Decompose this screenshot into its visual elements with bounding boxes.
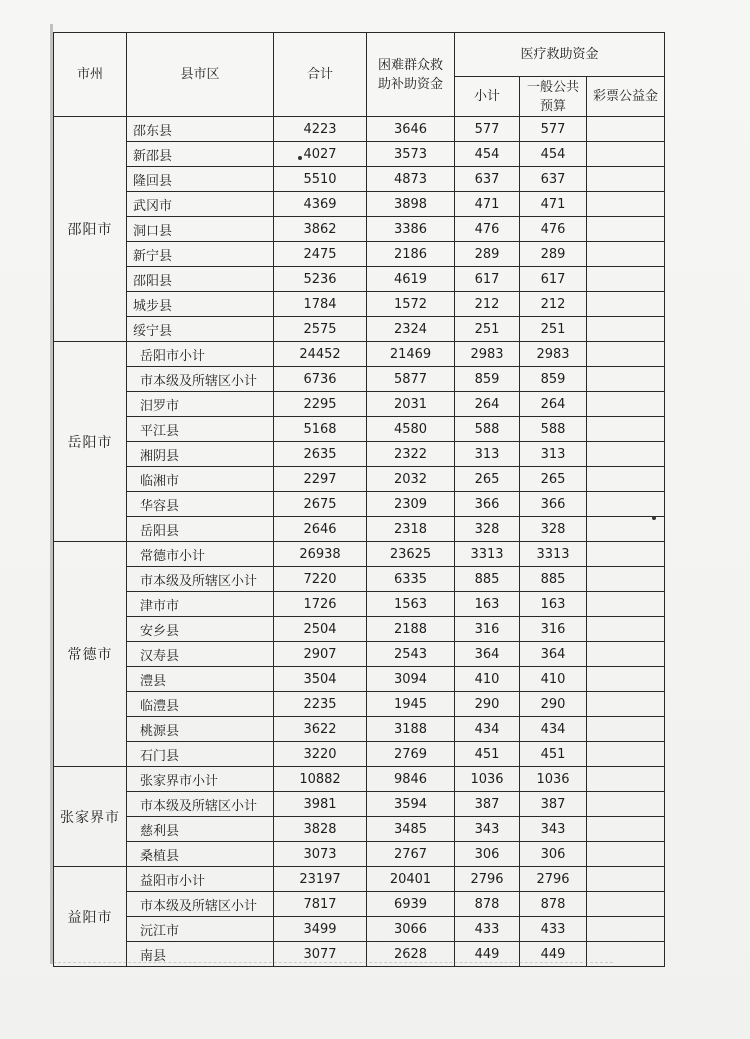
lottery-cell (587, 792, 665, 817)
general-budget-cell: 878 (520, 892, 587, 917)
table-row (54, 192, 665, 217)
total-cell: 23197 (274, 867, 367, 892)
hardship-cell: 2032 (367, 467, 455, 492)
county-cell: 邵阳县 (127, 267, 274, 292)
total-cell: 5236 (274, 267, 367, 292)
lottery-cell (587, 917, 665, 942)
total-cell: 3504 (274, 667, 367, 692)
header-total: 合计 (274, 33, 367, 117)
lottery-cell (587, 267, 665, 292)
county-cell: 石门县 (127, 742, 274, 767)
general-budget-cell: 577 (520, 117, 587, 142)
medical-subtotal-cell: 451 (455, 742, 520, 767)
medical-subtotal-cell: 387 (455, 792, 520, 817)
county-cell: 桑植县 (127, 842, 274, 867)
general-budget-cell: 859 (520, 367, 587, 392)
lottery-cell (587, 142, 665, 167)
hardship-cell: 2186 (367, 242, 455, 267)
lottery-cell (587, 842, 665, 867)
table-row (54, 292, 665, 317)
lottery-cell (587, 442, 665, 467)
general-budget-cell: 387 (520, 792, 587, 817)
table-row (54, 392, 665, 417)
general-budget-cell: 364 (520, 642, 587, 667)
general-budget-cell: 433 (520, 917, 587, 942)
table-row (54, 767, 665, 792)
table-row (54, 267, 665, 292)
medical-subtotal-cell: 366 (455, 492, 520, 517)
county-cell: 张家界市小计 (127, 767, 274, 792)
county-cell: 桃源县 (127, 717, 274, 742)
general-budget-cell: 476 (520, 217, 587, 242)
lottery-cell (587, 867, 665, 892)
medical-subtotal-cell: 313 (455, 442, 520, 467)
hardship-cell: 4873 (367, 167, 455, 192)
table-row (54, 667, 665, 692)
header-county: 县市区 (127, 33, 274, 117)
medical-subtotal-cell: 212 (455, 292, 520, 317)
lottery-cell (587, 417, 665, 442)
general-budget-cell: 454 (520, 142, 587, 167)
total-cell: 5510 (274, 167, 367, 192)
hardship-cell: 2188 (367, 617, 455, 642)
city-cell: 邵阳市 (54, 117, 127, 342)
county-cell: 市本级及所辖区小计 (127, 792, 274, 817)
header-city: 市州 (54, 33, 127, 117)
hardship-cell: 2318 (367, 517, 455, 542)
city-cell: 益阳市 (54, 867, 127, 967)
hardship-cell: 6335 (367, 567, 455, 592)
county-cell: 平江县 (127, 417, 274, 442)
scan-speck (298, 156, 302, 160)
header-hardship-line2: 助补助资金 (377, 76, 443, 92)
header-general-line2: 预算 (539, 98, 566, 114)
lottery-cell (587, 667, 665, 692)
county-cell: 隆回县 (127, 167, 274, 192)
lottery-cell (587, 692, 665, 717)
lottery-cell (587, 717, 665, 742)
total-cell: 24452 (274, 342, 367, 367)
general-budget-cell: 366 (520, 492, 587, 517)
medical-subtotal-cell: 433 (455, 917, 520, 942)
table-row (54, 442, 665, 467)
hardship-cell: 3094 (367, 667, 455, 692)
header-lottery: 彩票公益金 (587, 77, 665, 117)
medical-subtotal-cell: 328 (455, 517, 520, 542)
header-general-line1: 一般公共 (526, 79, 579, 95)
total-cell: 7220 (274, 567, 367, 592)
lottery-cell (587, 117, 665, 142)
lottery-cell (587, 617, 665, 642)
medical-subtotal-cell: 343 (455, 817, 520, 842)
medical-subtotal-cell: 306 (455, 842, 520, 867)
total-cell: 2295 (274, 392, 367, 417)
scan-speck (652, 516, 656, 520)
hardship-cell: 1563 (367, 592, 455, 617)
county-cell: 岳阳县 (127, 517, 274, 542)
allocation-table (53, 32, 665, 967)
medical-subtotal-cell: 588 (455, 417, 520, 442)
hardship-cell: 23625 (367, 542, 455, 567)
table-row (54, 342, 665, 367)
medical-subtotal-cell: 476 (455, 217, 520, 242)
general-budget-cell: 264 (520, 392, 587, 417)
hardship-cell: 3386 (367, 217, 455, 242)
total-cell: 2675 (274, 492, 367, 517)
general-budget-cell: 343 (520, 817, 587, 842)
county-cell: 武冈市 (127, 192, 274, 217)
hardship-cell: 2309 (367, 492, 455, 517)
table-row (54, 317, 665, 342)
city-cell: 常德市 (54, 542, 127, 767)
general-budget-cell: 410 (520, 667, 587, 692)
hardship-cell: 2767 (367, 842, 455, 867)
total-cell: 2297 (274, 467, 367, 492)
lottery-cell (587, 567, 665, 592)
hardship-cell: 2543 (367, 642, 455, 667)
general-budget-cell: 2796 (520, 867, 587, 892)
table-row (54, 867, 665, 892)
header-general (520, 77, 587, 117)
table-row (54, 567, 665, 592)
general-budget-cell: 313 (520, 442, 587, 467)
county-cell: 绥宁县 (127, 317, 274, 342)
lottery-cell (587, 642, 665, 667)
county-cell: 澧县 (127, 667, 274, 692)
lottery-cell (587, 892, 665, 917)
table-row (54, 717, 665, 742)
medical-subtotal-cell: 454 (455, 142, 520, 167)
county-cell: 邵东县 (127, 117, 274, 142)
table-body (54, 117, 665, 967)
county-cell: 南县 (127, 942, 274, 967)
table-row (54, 892, 665, 917)
table-row (54, 167, 665, 192)
general-budget-cell: 290 (520, 692, 587, 717)
medical-subtotal-cell: 885 (455, 567, 520, 592)
general-budget-cell: 212 (520, 292, 587, 317)
total-cell: 3499 (274, 917, 367, 942)
county-cell: 津市市 (127, 592, 274, 617)
table-row (54, 617, 665, 642)
general-budget-cell: 306 (520, 842, 587, 867)
total-cell: 26938 (274, 542, 367, 567)
hardship-cell: 3573 (367, 142, 455, 167)
table-row (54, 692, 665, 717)
county-cell: 洞口县 (127, 217, 274, 242)
medical-subtotal-cell: 2796 (455, 867, 520, 892)
medical-subtotal-cell: 289 (455, 242, 520, 267)
total-cell: 3622 (274, 717, 367, 742)
medical-subtotal-cell: 637 (455, 167, 520, 192)
table-row (54, 217, 665, 242)
hardship-cell: 1945 (367, 692, 455, 717)
total-cell: 3077 (274, 942, 367, 967)
hardship-cell: 5877 (367, 367, 455, 392)
medical-subtotal-cell: 316 (455, 617, 520, 642)
table-row (54, 467, 665, 492)
hardship-cell: 1572 (367, 292, 455, 317)
table-row (54, 142, 665, 167)
general-budget-cell: 289 (520, 242, 587, 267)
table-row (54, 592, 665, 617)
total-cell: 3981 (274, 792, 367, 817)
medical-subtotal-cell: 3313 (455, 542, 520, 567)
general-budget-cell: 316 (520, 617, 587, 642)
county-cell: 沅江市 (127, 917, 274, 942)
county-cell: 华容县 (127, 492, 274, 517)
county-cell: 市本级及所辖区小计 (127, 892, 274, 917)
county-cell: 新邵县 (127, 142, 274, 167)
header-medical: 医疗救助资金 (455, 33, 665, 77)
hardship-cell: 3188 (367, 717, 455, 742)
county-cell: 益阳市小计 (127, 867, 274, 892)
lottery-cell (587, 742, 665, 767)
hardship-cell: 2628 (367, 942, 455, 967)
hardship-cell: 6939 (367, 892, 455, 917)
hardship-cell: 3066 (367, 917, 455, 942)
city-cell: 张家界市 (54, 767, 127, 867)
general-budget-cell: 434 (520, 717, 587, 742)
medical-subtotal-cell: 265 (455, 467, 520, 492)
hardship-cell: 3485 (367, 817, 455, 842)
medical-subtotal-cell: 2983 (455, 342, 520, 367)
total-cell: 7817 (274, 892, 367, 917)
total-cell: 6736 (274, 367, 367, 392)
total-cell: 10882 (274, 767, 367, 792)
table-row (54, 242, 665, 267)
header-hardship (367, 33, 455, 117)
medical-subtotal-cell: 471 (455, 192, 520, 217)
total-cell: 1784 (274, 292, 367, 317)
general-budget-cell: 328 (520, 517, 587, 542)
total-cell: 3828 (274, 817, 367, 842)
lottery-cell (587, 767, 665, 792)
hardship-cell: 2769 (367, 742, 455, 767)
lottery-cell (587, 367, 665, 392)
county-cell: 新宁县 (127, 242, 274, 267)
general-budget-cell: 2983 (520, 342, 587, 367)
total-cell: 2575 (274, 317, 367, 342)
table-row (54, 817, 665, 842)
general-budget-cell: 3313 (520, 542, 587, 567)
total-cell: 2235 (274, 692, 367, 717)
lottery-cell (587, 342, 665, 367)
county-cell: 城步县 (127, 292, 274, 317)
total-cell: 2475 (274, 242, 367, 267)
general-budget-cell: 265 (520, 467, 587, 492)
lottery-cell (587, 167, 665, 192)
county-cell: 岳阳市小计 (127, 342, 274, 367)
table-row (54, 842, 665, 867)
hardship-cell: 2324 (367, 317, 455, 342)
general-budget-cell: 885 (520, 567, 587, 592)
medical-subtotal-cell: 617 (455, 267, 520, 292)
lottery-cell (587, 467, 665, 492)
county-cell: 市本级及所辖区小计 (127, 567, 274, 592)
total-cell: 2907 (274, 642, 367, 667)
table-row (54, 542, 665, 567)
total-cell: 3073 (274, 842, 367, 867)
county-cell: 临澧县 (127, 692, 274, 717)
cut-edge (53, 962, 613, 969)
table-row (54, 517, 665, 542)
medical-subtotal-cell: 163 (455, 592, 520, 617)
county-cell: 市本级及所辖区小计 (127, 367, 274, 392)
table-row (54, 492, 665, 517)
general-budget-cell: 617 (520, 267, 587, 292)
county-cell: 汉寿县 (127, 642, 274, 667)
lottery-cell (587, 517, 665, 542)
total-cell: 3220 (274, 742, 367, 767)
hardship-cell: 21469 (367, 342, 455, 367)
total-cell: 3862 (274, 217, 367, 242)
hardship-cell: 9846 (367, 767, 455, 792)
table-row (54, 642, 665, 667)
hardship-cell: 3898 (367, 192, 455, 217)
header-subtotal: 小计 (455, 77, 520, 117)
lottery-cell (587, 392, 665, 417)
hardship-cell: 2031 (367, 392, 455, 417)
medical-subtotal-cell: 449 (455, 942, 520, 967)
medical-subtotal-cell: 859 (455, 367, 520, 392)
hardship-cell: 4619 (367, 267, 455, 292)
medical-subtotal-cell: 434 (455, 717, 520, 742)
total-cell: 4027 (274, 142, 367, 167)
general-budget-cell: 163 (520, 592, 587, 617)
medical-subtotal-cell: 1036 (455, 767, 520, 792)
total-cell: 2635 (274, 442, 367, 467)
county-cell: 常德市小计 (127, 542, 274, 567)
medical-subtotal-cell: 264 (455, 392, 520, 417)
county-cell: 临湘市 (127, 467, 274, 492)
general-budget-cell: 637 (520, 167, 587, 192)
total-cell: 4223 (274, 117, 367, 142)
header-hardship-line1: 困难群众救 (377, 57, 443, 73)
table-row (54, 792, 665, 817)
medical-subtotal-cell: 290 (455, 692, 520, 717)
medical-subtotal-cell: 410 (455, 667, 520, 692)
general-budget-cell: 449 (520, 942, 587, 967)
total-cell: 2504 (274, 617, 367, 642)
lottery-cell (587, 242, 665, 267)
lottery-cell (587, 217, 665, 242)
total-cell: 5168 (274, 417, 367, 442)
table-row (54, 367, 665, 392)
medical-subtotal-cell: 251 (455, 317, 520, 342)
lottery-cell (587, 817, 665, 842)
lottery-cell (587, 542, 665, 567)
total-cell: 1726 (274, 592, 367, 617)
lottery-cell (587, 317, 665, 342)
medical-subtotal-cell: 364 (455, 642, 520, 667)
general-budget-cell: 1036 (520, 767, 587, 792)
table-row (54, 117, 665, 142)
lottery-cell (587, 492, 665, 517)
lottery-cell (587, 192, 665, 217)
hardship-cell: 3646 (367, 117, 455, 142)
county-cell: 湘阴县 (127, 442, 274, 467)
total-cell: 2646 (274, 517, 367, 542)
table-row (54, 917, 665, 942)
lottery-cell (587, 292, 665, 317)
lottery-cell (587, 592, 665, 617)
table-row (54, 417, 665, 442)
county-cell: 安乡县 (127, 617, 274, 642)
general-budget-cell: 451 (520, 742, 587, 767)
hardship-cell: 2322 (367, 442, 455, 467)
hardship-cell: 20401 (367, 867, 455, 892)
county-cell: 汨罗市 (127, 392, 274, 417)
general-budget-cell: 588 (520, 417, 587, 442)
hardship-cell: 4580 (367, 417, 455, 442)
county-cell: 慈利县 (127, 817, 274, 842)
general-budget-cell: 251 (520, 317, 587, 342)
medical-subtotal-cell: 577 (455, 117, 520, 142)
table-row (54, 742, 665, 767)
hardship-cell: 3594 (367, 792, 455, 817)
total-cell: 4369 (274, 192, 367, 217)
general-budget-cell: 471 (520, 192, 587, 217)
medical-subtotal-cell: 878 (455, 892, 520, 917)
city-cell: 岳阳市 (54, 342, 127, 542)
